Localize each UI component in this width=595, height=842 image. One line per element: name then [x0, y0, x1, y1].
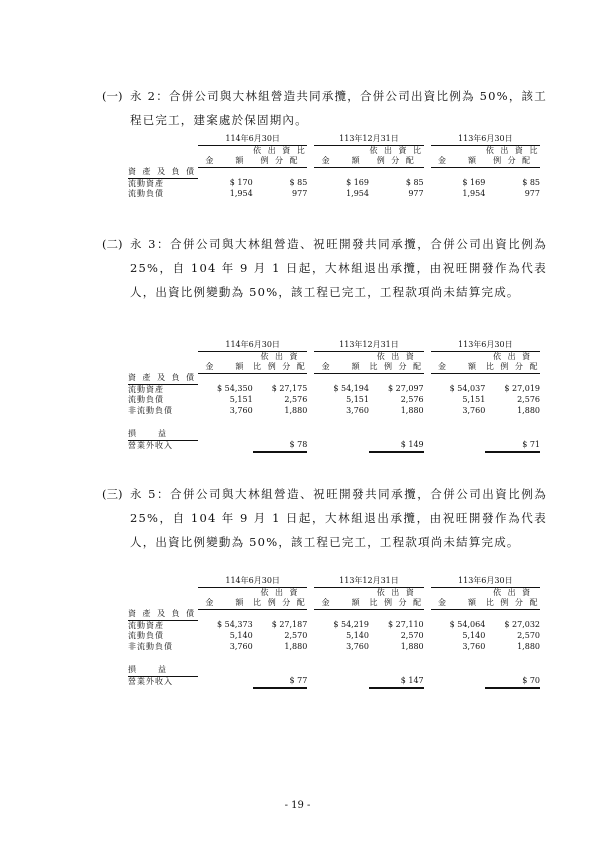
pl-label: 損 益: [128, 429, 198, 440]
table-row: 流動負債 5,151 2,576 5,151 2,576 5,151 2,576: [128, 395, 540, 404]
period-header: 113年12月31日: [314, 134, 423, 145]
ratio-header-bottom: 例 分 配: [253, 156, 308, 167]
amount-header: 金 額: [431, 156, 486, 167]
page-number: - 19 -: [284, 800, 311, 811]
section-paragraph: [102, 232, 547, 304]
group-label: 資 產 及 負 債: [128, 373, 197, 382]
ratio-header-bottom: 例 分 配: [485, 156, 540, 167]
group-label: 資 產 及 負 債: [128, 167, 197, 176]
table-row: 流動資產 $ 54,350 $ 27,175 $ 54,194 $ 27,097 $ 54,037 $ 27,019: [128, 384, 540, 394]
section-text: 永 3：合併公司與大林組營造、祝旺開發共同承攬，合併公司出資比例為 25%，自 104 年 9 月 1 日起，大林組退出承攬，由祝旺開發作為代表人，出資比例變動為 50%，該工程已完工，工程款項尚未結算完成。: [130, 237, 547, 299]
table-row: 非流動負債 3,760 1,880 3,760 1,880 3,760 1,880: [128, 405, 540, 415]
note-section-3: [102, 482, 547, 554]
section-label: (二): [102, 237, 123, 251]
ratio-header-top: 依 出 資 比: [253, 145, 307, 155]
table-row: 流動負債 1,954 977 1,954 977 1,954 977: [128, 189, 540, 198]
table-row: 非流動負債 3,760 1,880 3,760 1,880 3,760 1,880: [128, 641, 540, 651]
amount-header: 金 額: [198, 156, 253, 167]
note-section-1: [102, 84, 547, 132]
amount-header: 金 額: [314, 156, 369, 167]
group-label: 資 產 及 負 債: [128, 609, 197, 618]
joint-operation-table-3: 114年6月30日 113年12月31日 113年6月30日 依 出 資 依 出 資 依 出 資 金 額 比 例 分 配 金 額 比 例 分 配 金 額 比 例 分 配 資 產 及 負 債 流動資產 $ 54,373 $ 27,187 $ 54,219 $ 27,110 $ 54,064 $ 27,032 流動負債 5,140 2,570 5,140 2,570 5,140 2,570 非流動負債 3,760 1,880 3,760 1,880 3,760 1,880 損 益 營業外收入 $ 77 $ 147 $ 70: [128, 576, 540, 686]
section-text: 永 2：合併公司與大林組營造共同承攬，合併公司出資比例為 50%，該工程已完工，建案處於保固期內。: [130, 89, 547, 127]
period-header: 114年6月30日: [198, 134, 307, 145]
joint-operation-table-1: [128, 134, 540, 200]
ratio-header-top: 依 出 資 比: [369, 145, 424, 155]
section-text: 永 5：合併公司與大林組營造、祝旺開發共同承攬，合併公司出資比例為 25%，自 104 年 9 月 1 日起，大林組退出承攬，由祝旺開發作為代表人，出資比例變動為 50%，該工程已完工，工程款項尚未結算完成。: [130, 487, 547, 549]
joint-operation-table-2: 114年6月30日 113年12月31日 113年6月30日 依 出 資 依 出 資 依 出 資 金 額 比 例 分 配 金 額 比 例 分 配 金 額 比 例 分 配 資 產 及 負 債 流動資產 $ 54,350 $ 27,175 $ 54,194 $ 27,097 $ 54,037 $ 27,019 流動負債 5,151 2,576 5,151 2,576 5,151 2,576 非流動負債 3,760 1,880 3,760 1,880 3,760 1,880 損 益 營業外收入 $ 78 $ 149 $ 71: [128, 340, 540, 450]
table-row: 流動資產 $ 170 $ 85 $ 169 $ 85 $ 169 $ 85: [128, 178, 540, 188]
section-paragraph: [102, 84, 547, 132]
table-row: 營業外收入 $ 78 $ 149 $ 71: [128, 440, 540, 450]
table-row: 營業外收入 $ 77 $ 147 $ 70: [128, 676, 540, 686]
table-row: 流動負債 5,140 2,570 5,140 2,570 5,140 2,570: [128, 631, 540, 640]
ratio-header-top: 依 出 資 比: [485, 145, 540, 155]
period-header: 113年6月30日: [431, 134, 540, 145]
pl-label: 損 益: [128, 665, 198, 676]
note-section-2: [102, 232, 547, 304]
section-label: (一): [102, 89, 123, 103]
section-label: (三): [102, 487, 123, 501]
table-row: 流動資產 $ 54,373 $ 27,187 $ 54,219 $ 27,110 $ 54,064 $ 27,032: [128, 620, 540, 630]
ratio-header-bottom: 例 分 配: [369, 156, 424, 167]
section-paragraph: [102, 482, 547, 554]
